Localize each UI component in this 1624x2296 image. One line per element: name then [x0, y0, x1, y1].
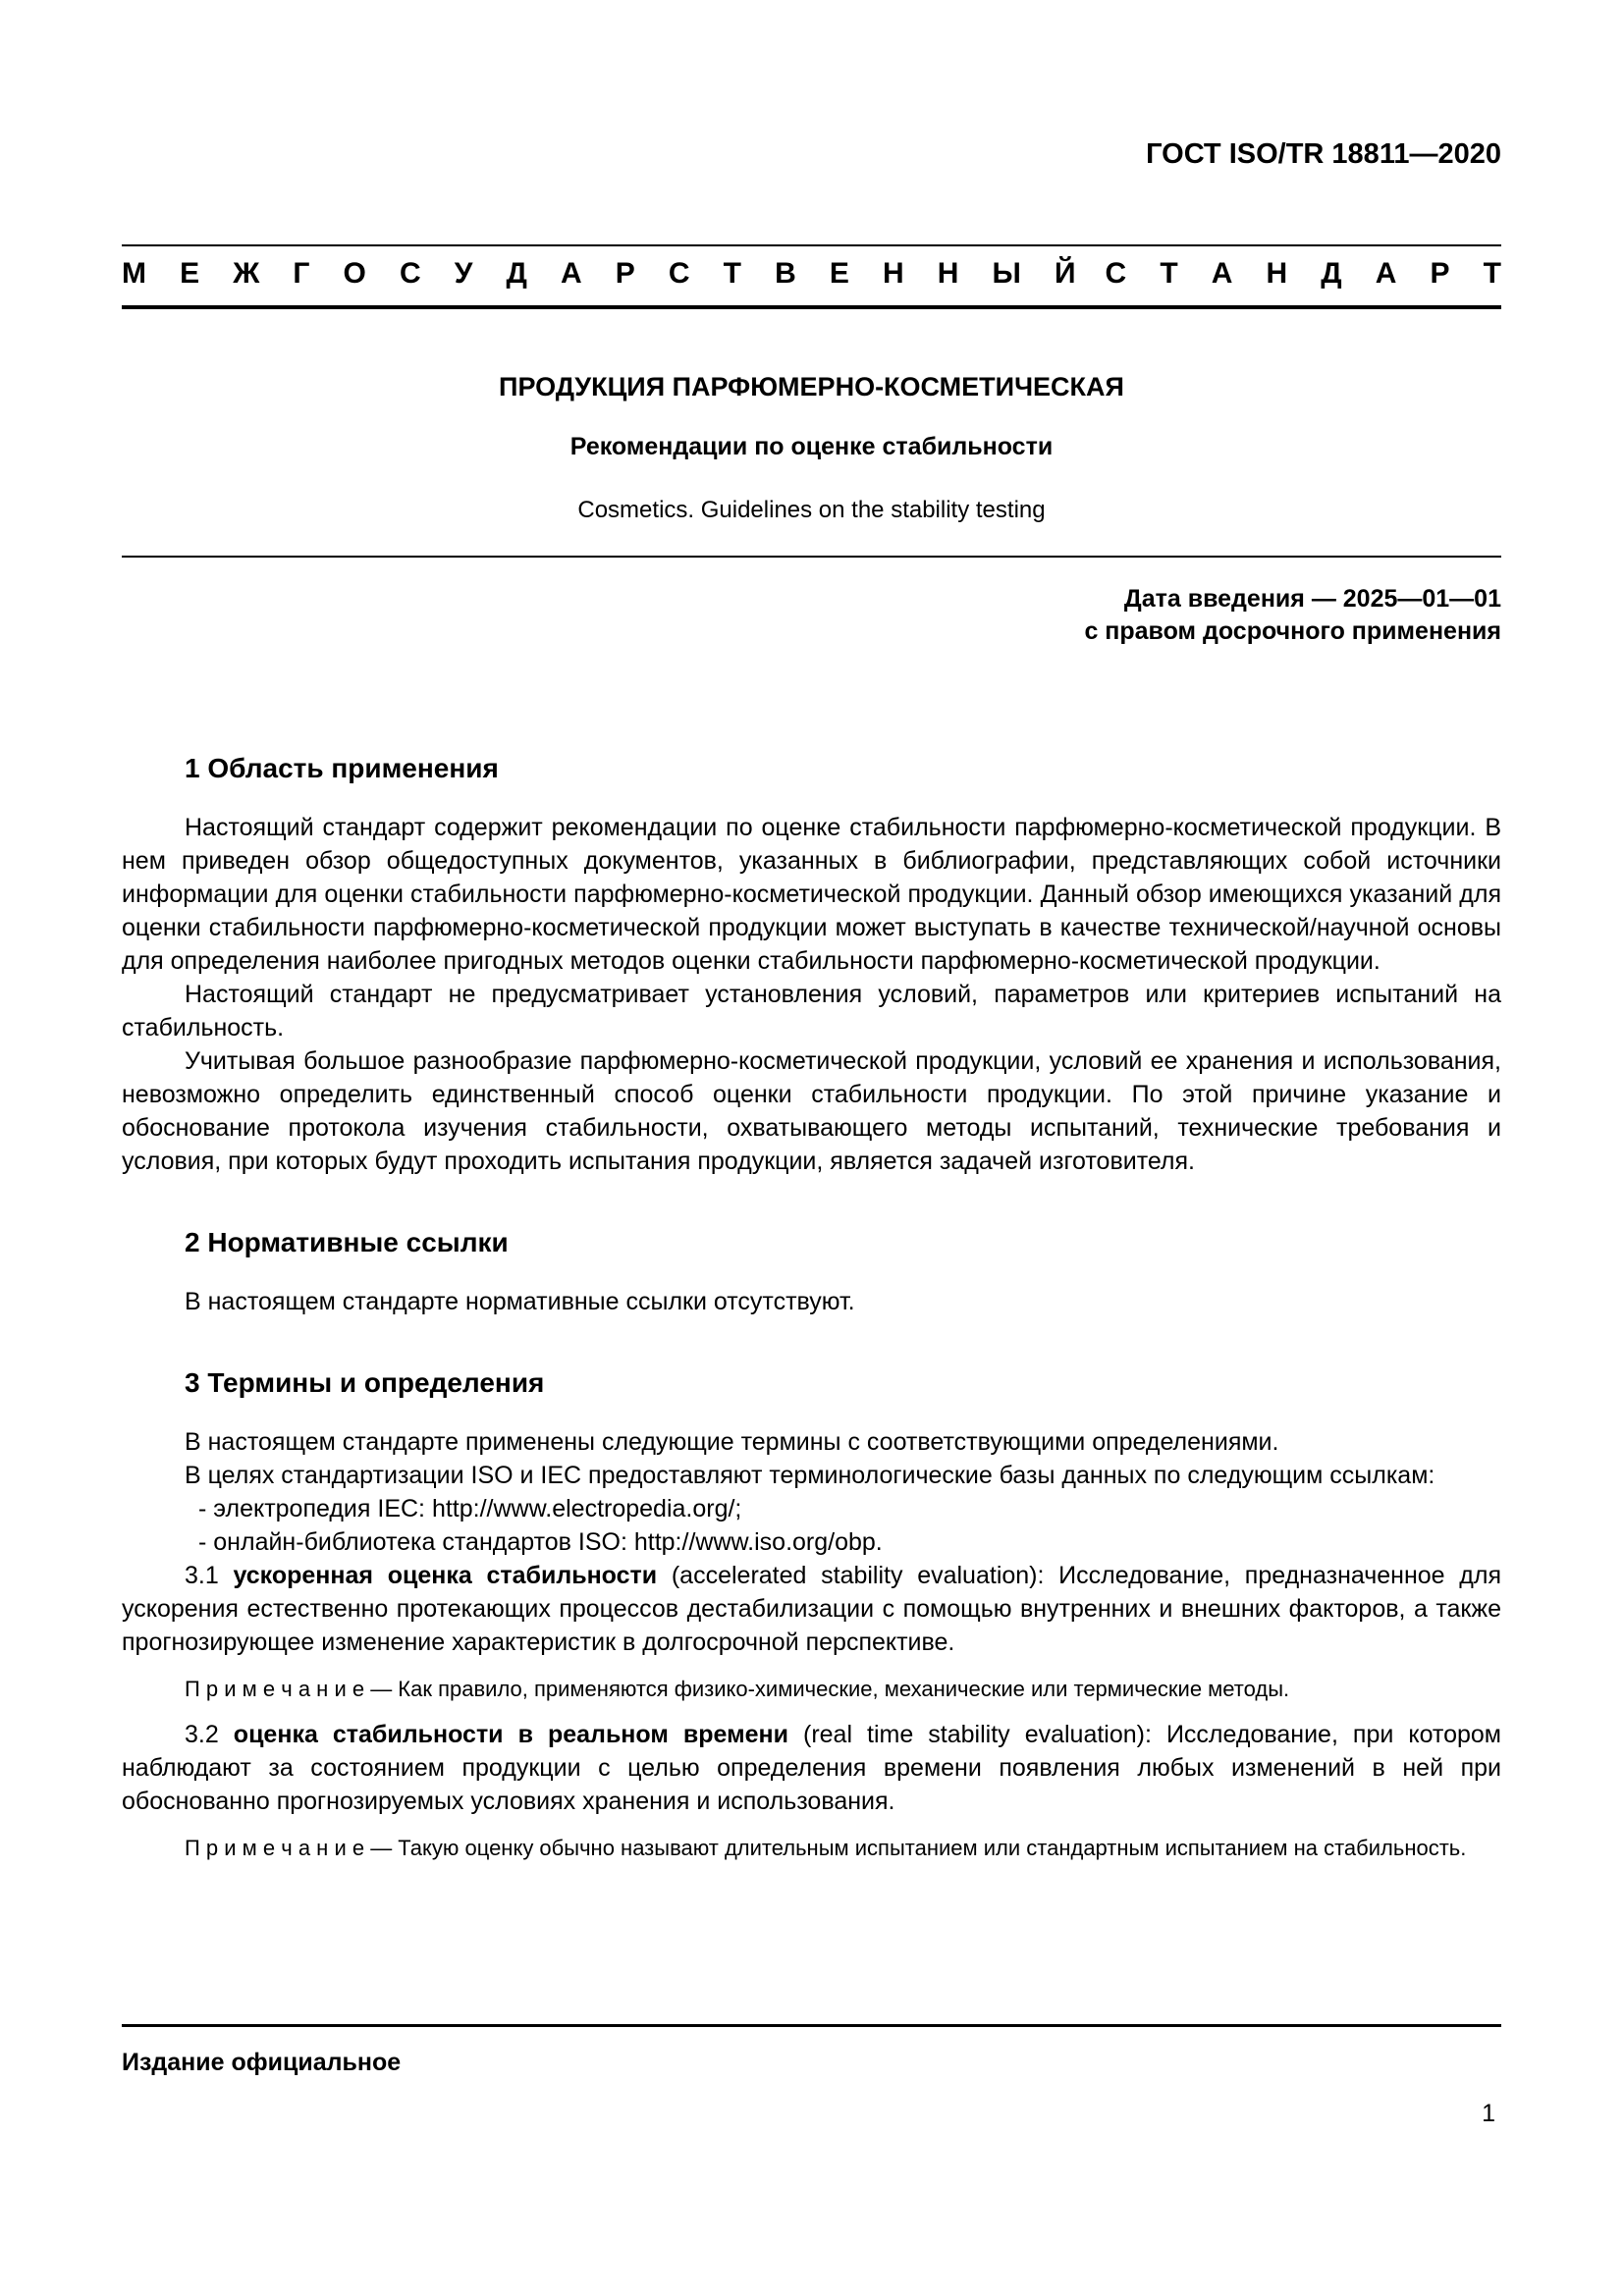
subtitle-russian: Рекомендации по оценке стабильности — [569, 433, 1054, 460]
section-1-heading: 1 Область применения — [185, 753, 499, 783]
title-english: Cosmetics. Guidelines on the stability testing — [577, 497, 1046, 523]
title-russian: ПРОДУКЦИЯ ПАРФЮМЕРНО-КОСМЕТИЧЕСКАЯ — [499, 372, 1124, 401]
term-name: ускоренная оценка стабильности — [233, 1562, 658, 1589]
terminology-link-iec: - электропедия IEC: http://www.electropedia.org/; — [198, 1495, 742, 1522]
section-3-paragraph-2: В целях стандартизации ISO и IEC предоставляют терминологические базы данных по следующим ссылкам: — [185, 1462, 1435, 1489]
section-3-heading: 3 Термины и определения — [185, 1367, 545, 1398]
effective-date-block — [122, 583, 1501, 648]
effective-date-line2: с правом досрочного применения — [1084, 617, 1501, 645]
term-number: 3.1 — [185, 1562, 219, 1589]
term-definition-3-2 — [122, 1718, 1501, 1818]
section-3-paragraph-1: В настоящем стандарте применены следующие термины с соответствующими определениями. — [185, 1428, 1279, 1456]
effective-date-line1: Дата введения — 2025—01—01 — [1123, 585, 1501, 613]
footer — [122, 2024, 1501, 2078]
section-2-heading: 2 Нормативные ссылки — [185, 1227, 509, 1257]
standard-type-band — [122, 244, 1501, 309]
standard-type-heading: М Е Ж Г О С У Д А Р С Т В Е Н Н Ы Й С Т А Н Д А Р Т — [122, 257, 1501, 290]
term-number: 3.2 — [185, 1721, 219, 1748]
terminology-link-iso: - онлайн-библиотека стандартов ISO: http://www.iso.org/obp. — [198, 1528, 883, 1556]
section-2-paragraph-1: В настоящем стандарте нормативные ссылки отсутствуют. — [185, 1288, 855, 1315]
page-number: 1 — [1482, 2100, 1495, 2127]
term-definition-3-1 — [122, 1559, 1501, 1659]
term-name: оценка стабильности в реальном времени — [233, 1721, 788, 1748]
official-edition-label: Издание официальное — [122, 2049, 402, 2076]
term-text: (real time stability evaluation): Исследование, при котором наблюдают за состоянием продукции с целью определения времени появления любых изменений в ней при обоснованно прогнозируемых условиях хранения и использования. — [122, 1721, 1501, 1815]
doc-number: ГОСТ ISO/TR 18811—2020 — [1146, 138, 1501, 170]
title-block — [122, 370, 1501, 526]
title-divider — [122, 556, 1501, 558]
term-text: (accelerated stability evaluation): Исследование, предназначенное для ускорения естественно протекающих процессов дестабилизации с помощью внутренних и внешних факторов, а также прогнозирующее изменение характеристик в долгосрочной перспективе. — [122, 1562, 1501, 1656]
section-1-paragraph-2: Настоящий стандарт не предусматривает установления условий, параметров или критериев испытаний на стабильность. — [122, 981, 1501, 1041]
section-1-paragraph-1: Настоящий стандарт содержит рекомендации по оценке стабильности парфюмерно-косметической продукции. В нем приведен обзор общедоступных документов, указанных в библиографии, представляющих собой источники информации для оценки стабильности парфюмерно-косметической продукции. Данный обзор имеющихся указаний для оценки стабильности парфюмерно-косметической продукции может выступать в качестве технической/научной основы для определения наиболее пригодных методов оценки стабильности парфюмерно-косметической продукции. — [122, 814, 1501, 975]
term-3-1-note: П р и м е ч а н и е — Как правило, применяются физико-химические, механические или термические методы. — [185, 1677, 1290, 1701]
term-3-2-note: П р и м е ч а н и е — Такую оценку обычно называют длительным испытанием или стандартным испытанием на стабильность. — [185, 1836, 1467, 1860]
section-1-paragraph-3: Учитывая большое разнообразие парфюмерно-косметической продукции, условий ее хранения и использования, невозможно определить единственный способ оценки стабильности продукции. По этой причине указание и обоснование протокола изучения стабильности, охватывающего методы испытаний, технические требования и условия, при которых будут проходить испытания продукции, является задачей изготовителя. — [122, 1047, 1501, 1175]
